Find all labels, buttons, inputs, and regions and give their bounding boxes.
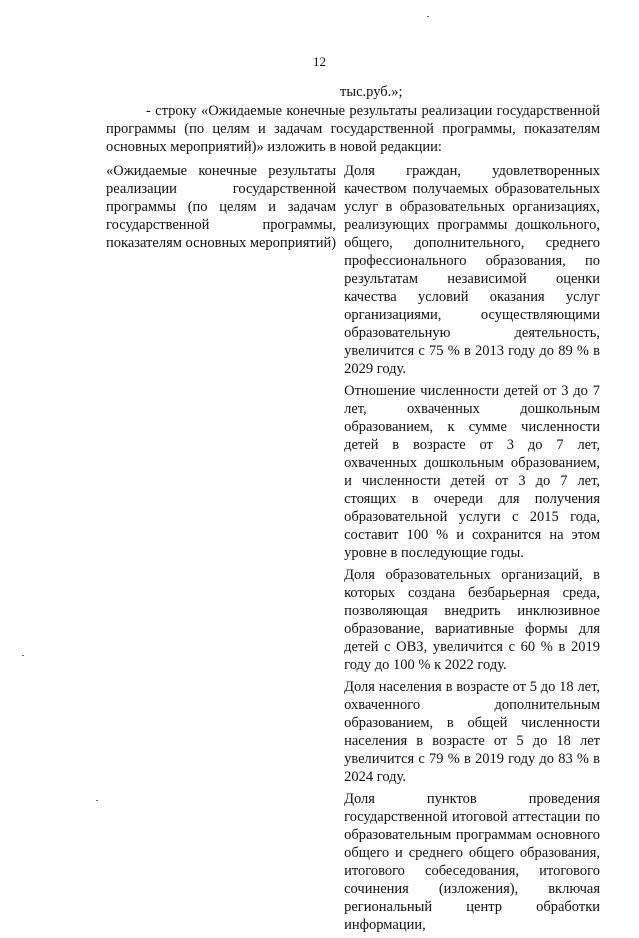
result-paragraph: Доля пунктов проведения государственной итоговой аттестации по образовательным программам основного общего и среднего общего образования, итогового собеседования, итогового сочинения (изложения), включая региональный центр обработки информации,	[344, 791, 600, 933]
table-left-cell: «Ожидаемые конечные результаты реализации государственной программы (по целям и задачам государственной программы, показателям основных мероприятий)	[106, 163, 337, 251]
result-paragraph: Доля граждан, удовлетворенных качеством получаемых образовательных услуг в образовательных организациях, реализующих программы дошкольного, общего, дополнительного, среднего профессионального образования, по результатам независимой оценки качества условий оказания услуг организациями, осуществляющими образовательную деятельность, увеличится с 75 % в 2013 году до 89 % в 2029 году.	[344, 163, 600, 377]
intro-paragraph: - строку «Ожидаемые конечные результаты реализации государственной программы (по целям и задачам государственной программы, показателям основных мероприятий)» изложить в новой редакции:	[106, 103, 600, 155]
trailing-text: тыс.руб.»;	[340, 84, 403, 100]
result-paragraph: Отношение численности детей от 3 до 7 лет, охваченных дошкольным образованием, к сумме численности детей в возрасте от 3 до 7 лет, охваченных дошкольным образованием, и численности детей от 3 до 7 лет, стоящих в очереди для получения образовательной услуги с 2015 года, составит 100 % и сохранится на этом уровне в последующие годы.	[344, 383, 600, 561]
page-number: 12	[313, 54, 326, 69]
scan-speck	[22, 655, 24, 656]
result-paragraph: Доля населения в возрасте от 5 до 18 лет, охваченного дополнительным образованием, в общей численности населения в возрасте от 5 до 18 лет увеличится с 79 % в 2019 году до 83 % в 2024 году.	[344, 679, 600, 785]
result-paragraph: Доля образовательных организаций, в которых создана безбарьерная среда, позволяющая внедрить инклюзивное образование, вариативные формы для детей с ОВЗ, увеличится с 60 % в 2019 году до 100 % к 2022 году.	[344, 567, 600, 673]
results-table	[106, 162, 600, 938]
scan-speck	[427, 16, 429, 17]
table-right-cell	[344, 162, 600, 938]
scan-speck	[96, 800, 98, 801]
